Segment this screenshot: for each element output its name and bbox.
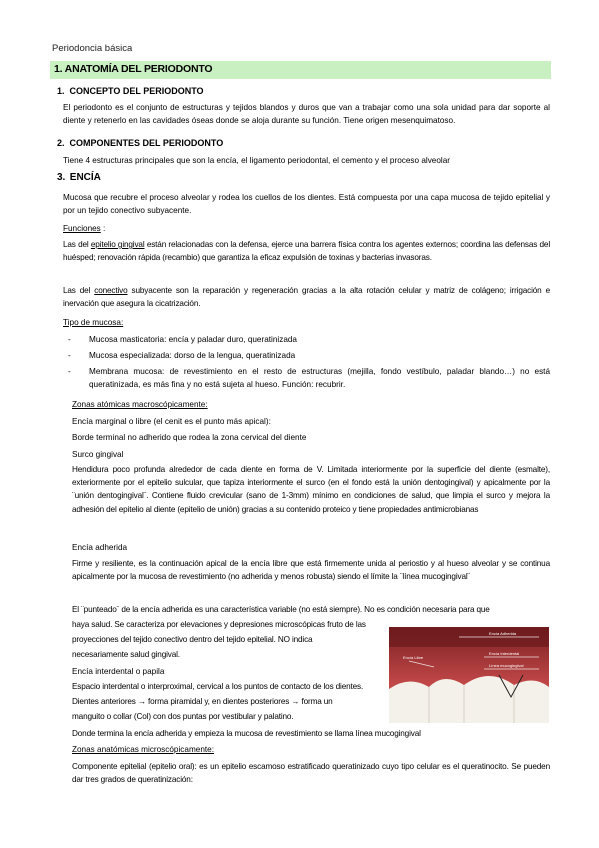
- conectivo-paragraph: [63, 284, 550, 310]
- funciones-label: Funciones: [63, 224, 101, 233]
- interdental-line: manguito o collar (Col) con dos puntas por vestibular y palatino.: [72, 712, 294, 721]
- running-header: Periodoncia básica: [52, 43, 133, 54]
- text: Las del: [63, 286, 95, 295]
- text: están relacionadas con la defensa, ejerce una barrera física contra los agentes externos; coordina las defensas del huésped; renovación rápida (recambio) que garantiza la eficaz expulsión de toxinas y bacterias invasoras.: [63, 240, 550, 263]
- photo-label: Línea mucogingival: [489, 663, 524, 668]
- list-item-text: Mucosa masticatoria: encía y paladar duro, queratinizada: [89, 335, 297, 344]
- zonas-micro-label: Zonas anatómicas microscópicamente:: [72, 745, 214, 754]
- mucogingival-text: Donde termina la encía adherida y empieza la mucosa de revestimiento se llama línea mucogingival: [72, 729, 421, 738]
- encia-intro: Mucosa que recubre el proceso alveolar y rodea los cuellos de los dientes. Está compuesta por una capa mucosa de tejido epitelial y por un tejido conectivo subyacente.: [63, 193, 550, 216]
- punteado-line: El ¨punteado¨ de la encía adherida es una característica variable (no está siempre). No es condición necesaria para que: [72, 605, 490, 614]
- photo-label: Encía Adherida: [489, 631, 517, 636]
- punteado-line: necesariamente salud gingival.: [72, 650, 180, 659]
- text: Las del: [63, 240, 91, 249]
- heading-text: ENCÍA: [69, 172, 101, 183]
- punteado-line: proyecciones del tejido conectivo dentro del tejido epitelial. NO indica: [72, 635, 313, 644]
- concepto-paragraph: El periodonto es el conjunto de estructuras y tejidos blandos y duros que van a trabajar como una sola unidad para dar soporte al diente y retenerlo en las cavidades óseas donde se aloja durante su función. Tiene origen mesenquimatoso.: [63, 103, 550, 126]
- heading-text: COMPONENTES DEL PERIODONTO: [69, 138, 224, 148]
- bullet: -: [68, 335, 71, 344]
- bullet: -: [68, 351, 71, 360]
- surco-title: Surco gingival: [72, 450, 124, 459]
- componente-paragraph: Componente epitelial (epitelio oral): es un epitelio escamoso estratificado queratinizado cuyo tipo celular es el queratinocito. Se pueden dar tres grados de queratinización:: [72, 762, 550, 785]
- heading-componentes: [57, 138, 223, 148]
- interdental-line: Espacio interdental o interproximal, cervical a los puntos de contacto de los dientes.: [72, 682, 364, 691]
- heading-number: 3.: [57, 172, 66, 183]
- section-title: 1. ANATOMÍA DEL PERIODONTO: [54, 63, 213, 75]
- heading-number: 1.: [57, 86, 65, 96]
- interdental-title: Encía interdental o papila: [72, 667, 165, 676]
- heading-encia: [57, 172, 101, 183]
- heading-concepto: [57, 86, 204, 96]
- conectivo-term: conectivo: [94, 286, 128, 295]
- componentes-paragraph: Tiene 4 estructuras principales que son la encía, el ligamento periodontal, el cemento y el proceso alveolar: [63, 156, 451, 165]
- list-item: [68, 333, 550, 346]
- tipo-mucosa-label: Tipo de mucosa:: [63, 318, 124, 327]
- photo-label: Encía Interdental: [489, 651, 520, 656]
- marginal-text: Borde terminal no adherido que rodea la zona cervical del diente: [72, 433, 307, 442]
- surco-paragraph: Hendidura poco profunda alrededor de cada diente en forma de V. Limitada interiormente por la superficie del diente (esmalte), exteriormente por el epitelio sulcular, que tapiza interiormente el surco (en el fondo está la unión dentogingival) y apicalmente por la ¨unión dentogingival¨. Contiene fluido crevicular (sano de 1-3mm) mínimo en condiciones de salud, que limpia el surco y mejora la adhesión del epitelio al diente (epitelio de unión) gracias a su contenido proteico y tiene propiedades antimicrobianas: [72, 465, 550, 514]
- gingiva-photo: [389, 627, 549, 723]
- text: subyacente son la reparación y regeneración gracias a la alta rotación celular y matriz de colágeno; irrigación e inervación que asegura la cicatrización.: [63, 286, 550, 309]
- heading-text: CONCEPTO DEL PERIODONTO: [69, 86, 204, 96]
- marginal-title: Encía marginal o libre (el cenit es el punto más apical):: [72, 417, 271, 426]
- epitelio-paragraph: [63, 238, 550, 264]
- section-banner: [50, 61, 551, 79]
- photo-label: Encía Libre: [403, 655, 424, 660]
- list-item-text: Membrana mucosa: de revestimiento en el resto de estructuras (mejilla, fondo vestíbulo, paladar blando…) no está queratinizada, es más fina y no está sujeta al hueso. Función: recubrir.: [89, 367, 550, 390]
- punteado-line: haya salud. Se caracteriza por elevaciones y depresiones microscópicas fruto de las: [72, 620, 366, 629]
- gingiva-illustration: [389, 627, 549, 723]
- list-item: [68, 349, 550, 362]
- adherida-title: Encía adherida: [72, 543, 128, 552]
- list-item: [68, 365, 550, 392]
- list-item-text: Mucosa especializada: dorso de la lengua, queratinizada: [89, 351, 296, 360]
- epitelio-term: epitelio gingival: [90, 240, 145, 249]
- bullet: -: [68, 367, 71, 376]
- heading-number: 2.: [57, 138, 65, 148]
- adherida-paragraph: Firme y resiliente, es la continuación apical de la encía libre que está firmemente unida al periostio y al hueso alveolar y se continua apicalmente por la mucosa de revestimiento (no adherida y menos robusta) siendo el límite la ¨línea mucogingival¨: [72, 559, 550, 582]
- zonas-macro-label: Zonas atómicas macroscópicamente:: [72, 400, 208, 409]
- colon: :: [103, 224, 106, 233]
- interdental-line: Dientes anteriores → forma piramidal y, en dientes posteriores → forma un: [72, 697, 333, 706]
